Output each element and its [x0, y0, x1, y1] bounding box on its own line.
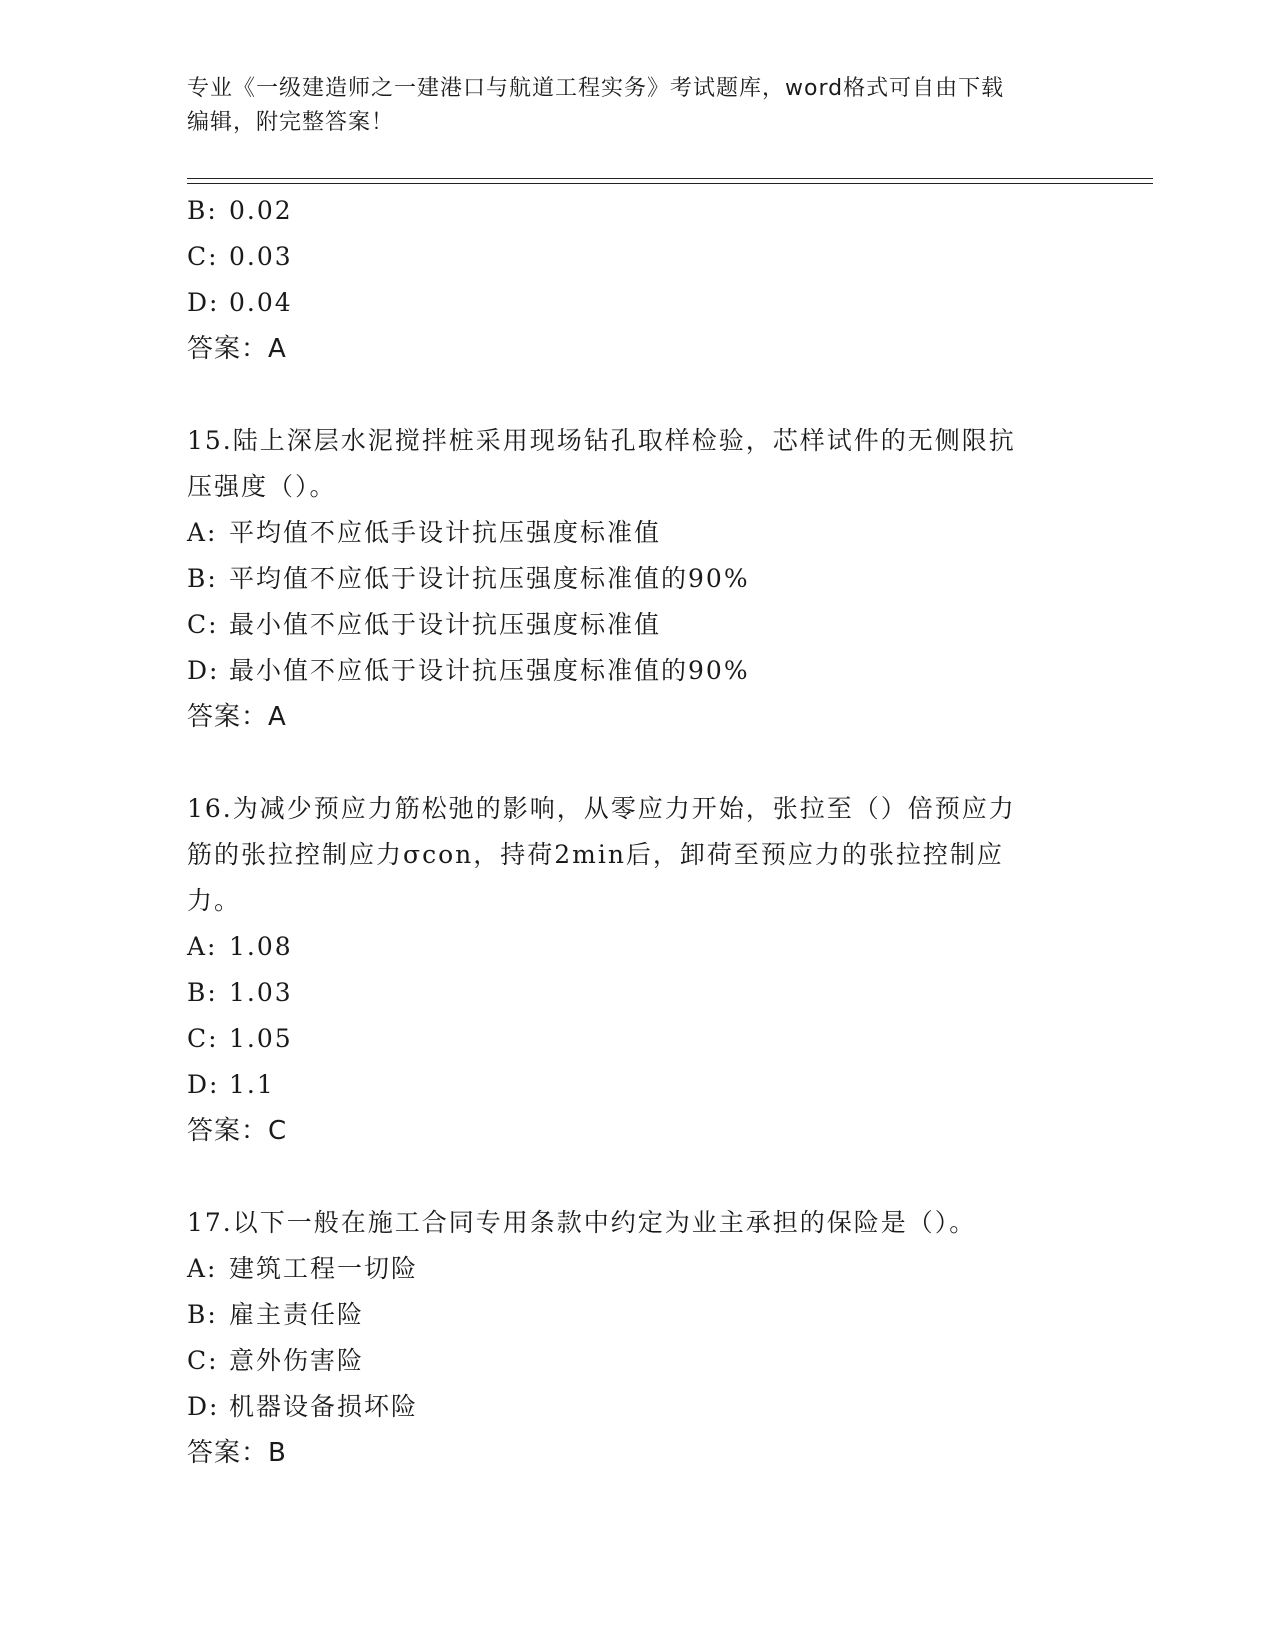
option-d: D: 1.1 [187, 1070, 275, 1099]
question-17 [187, 1200, 1087, 1476]
question-15-text-1: 15.陆上深层水泥搅拌桩采用现场钻孔取样检验，芯样试件的无侧限抗 [187, 426, 1016, 455]
question-14 [187, 188, 1087, 372]
header-line-1: 专业《一级建造师之一建港口与航道工程实务》考试题库，word格式可自由下载 [187, 76, 1005, 101]
answer-15: 答案：A [187, 702, 287, 732]
question-16-text-3: 力。 [187, 886, 242, 915]
option-c: C: 0.03 [187, 242, 293, 271]
page-header [187, 72, 1067, 140]
option-c: C: 1.05 [187, 1024, 293, 1053]
option-d: D: 最小值不应低于设计抗压强度标准值的90% [187, 656, 750, 685]
question-16-text-1: 16.为减少预应力筋松弛的影响，从零应力开始，张拉至（）倍预应力 [187, 794, 1016, 823]
question-16-text-2: 筋的张拉控制应力σcon，持荷2min后，卸荷至预应力的张拉控制应 [187, 840, 1004, 869]
option-a: A: 1.08 [187, 932, 293, 961]
option-b: B: 雇主责任险 [187, 1300, 365, 1329]
option-d: D: 机器设备损坏险 [187, 1392, 419, 1421]
option-b: B: 平均值不应低于设计抗压强度标准值的90% [187, 564, 750, 593]
question-15 [187, 418, 1087, 740]
question-17-text-1: 17.以下一般在施工合同专用条款中约定为业主承担的保险是（）。 [187, 1208, 977, 1237]
option-c: C: 最小值不应低于设计抗压强度标准值 [187, 610, 662, 639]
question-15-text-2: 压强度（）。 [187, 472, 337, 501]
spacer [187, 1154, 1087, 1200]
question-content [187, 188, 1087, 1476]
option-c: C: 意外伤害险 [187, 1346, 365, 1375]
question-16 [187, 786, 1087, 1154]
header-line-2: 编辑，附完整答案！ [187, 110, 395, 135]
spacer [187, 372, 1087, 418]
header-rule-bottom [187, 183, 1153, 184]
option-a: A: 平均值不应低手设计抗压强度标准值 [187, 518, 662, 547]
answer-17: 答案：B [187, 1438, 287, 1468]
header-rule-top [187, 178, 1153, 179]
option-b: B: 0.02 [187, 196, 293, 225]
option-a: A: 建筑工程一切险 [187, 1254, 419, 1283]
option-d: D: 0.04 [187, 288, 293, 317]
answer-16: 答案：C [187, 1116, 288, 1146]
answer-14: 答案：A [187, 334, 287, 364]
option-b: B: 1.03 [187, 978, 293, 1007]
spacer [187, 740, 1087, 786]
